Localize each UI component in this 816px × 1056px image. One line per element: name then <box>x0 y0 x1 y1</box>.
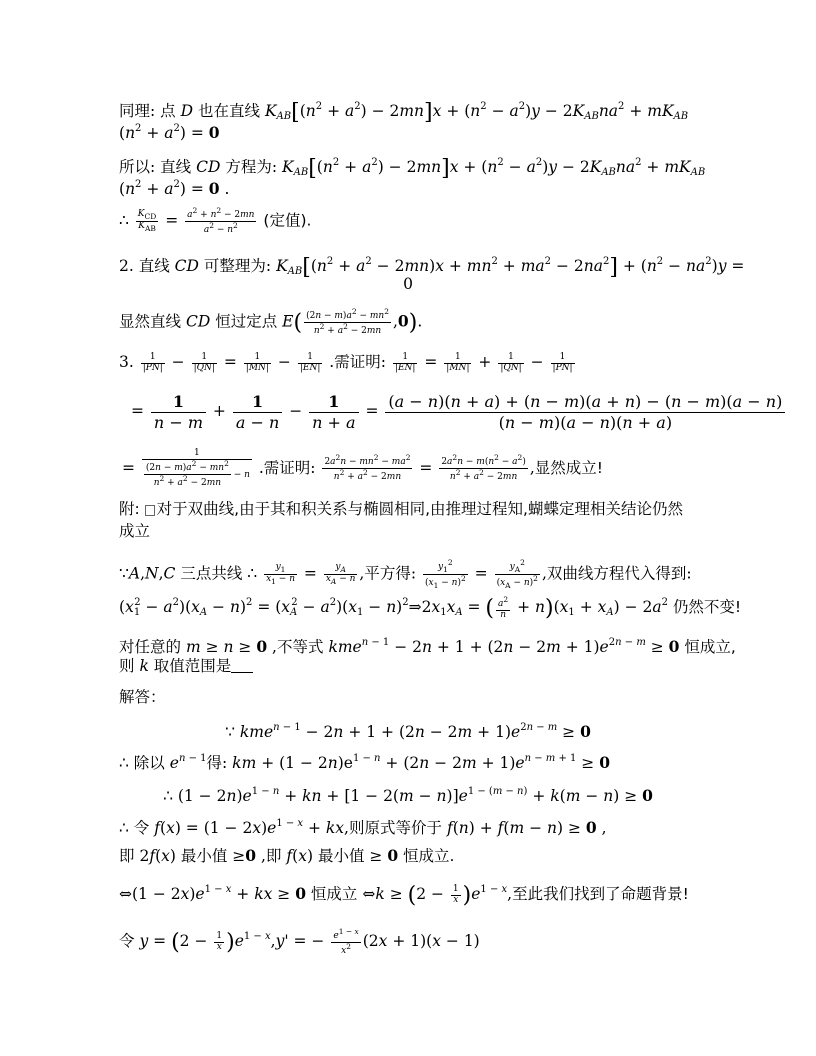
text-line-15: $(x_1^2 - a^2)(x_A - n)^2 = (x_A^2 - a^2)(x_1$ − $n)^2\Rightarrow 2x_1x_A$ = ( $\frac{a^2}{n}$ + $n)(x_1 + x_A) - 2a^2$ 仍然不变! <box>119 594 742 621</box>
text-line-7: 0 <box>403 275 413 293</box>
text-line-4: $(n^2 + a^2) = 0$ . <box>119 179 230 198</box>
text-line-8: 显然直线 CD 恒过定点 E( $\frac{(2n - m)a^2 - mn^2}{n^2 + a^2 - 2mn}$ ,0). <box>119 307 423 336</box>
text-line-17: 则 k 取值范围是 <box>119 655 706 677</box>
text-line-14: ∵A,N,C 三点共线 ∴ $\frac{y_1}{x_1 - n}$ = $\frac{y_A}{x_A - n}$ ,平方得: $\frac{y_1^2}{(x_1 - n)^2}$ = $\frac{y_A^2}{(x_A - n)^2}$ ,双曲线方程代入得到: <box>119 558 692 590</box>
text-line-2: $(n^2 + a^2) = 0$ <box>119 123 220 142</box>
text-line-10: = $\frac{1}{n - m}$ + $\frac{1}{a - n}$ − $\frac{1}{n + a}$ = $\frac{(a - n)(n + a) + (n - m)(a + n) - (n - m)(a - n)}{(n - m)(a - n)(n + a)}$ <box>131 392 706 432</box>
text-line-23: 即 2f(x) 最小值 ≥0 ,即 f(x) 最小值 ≥ 0 恒成立. <box>119 846 455 865</box>
text-line-6: 2. 直线 CD 可整理为: $K_{AB}[(n^2 + a^2 - 2mn)x + mn^2 + ma^2 - 2na^2] + (n^2 - na^2)y$ = <box>119 255 745 280</box>
text-line-16: 对任意的 m ≥ n ≥ 0 ,不等式 $kme^{n - 1} - 2n + 1 + (2n - 2m + 1)e^{2n - m} \ge 0$ 恒成立, <box>119 637 736 656</box>
text-line-24: ⇔(1 − $2x)e^{1 - x}$ + kx ≥ 0 恒成立 ⇔k ≥ (2 − $\frac{1}{x}$ )$e^{1 - x}$,至此我们找到了命题背景! <box>119 883 689 908</box>
text-line-9: 3. $\frac{1}{|PN|}$ − $\frac{1}{|QN|}$ = $\frac{1}{|MN|}$ − $\frac{1}{|EN|}$ .需证明: $\frac{1}{|EN|}$ = $\frac{1}{|MN|}$ + $\frac{1}{|QN|}$ − $\frac{1}{|PN|}$ <box>119 351 573 373</box>
text-line-11: = 1 $\frac{(2n - m)a^2 - mn^2}{n^2 + a^2 - 2mn}$ − n .需证明: $\frac{2a^2n - mn^2 - ma^2}{n^2 + a^2 - 2mn}$ = $\frac{2a^2n - m(n^2 - a^2)}{n^2 + a^2 - 2mn}$ ,显然成立! <box>122 448 603 488</box>
text-line-20: ∴ 除以 $e^{n - 1}$得: km + $(1 - 2n)e^{1 - n} + (2n - 2m + 1)e^{n - m + 1} \ge 0$ <box>119 753 611 772</box>
text-line-13: 成立 <box>119 522 151 540</box>
text-line-18: 解答： <box>119 688 166 706</box>
box-icon <box>145 505 155 516</box>
text-line-1: 同理: 点 D 也在直线 $K_{AB}[(n^2 + a^2) - 2mn]x + (n^2 - a^2)y - 2K_{AB}na^2 + mK_{AB}$ <box>119 100 689 125</box>
text-line-22: ∴ 令 $f(x) = (1 - 2x)e^{1 - x}$ + kx,则原式等价于 f(n) + f(m − n) ≥ 0 , <box>119 818 607 837</box>
text-line-3: 所以: 直线 CD 方程为: $K_{AB}[(n^2 + a^2) - 2mn]x + (n^2 - a^2)y - 2K_{AB}na^2 + mK_{AB}$ <box>119 156 706 181</box>
text-line-5: ∴ $\frac{K_{CD}}{K_{AB}}$ = $\frac{a^2 + n^2 - 2mn}{a^2 - n^2}$ (定值). <box>119 206 312 235</box>
text-line-25: 令 y = (2 − $\frac{1}{x}$ )$e^{1 - x},y'$ = − $\frac{e^{1 - x}}{x^2}$ (2x + 1)(x − 1) <box>119 926 480 956</box>
text-line-12: 附: 对于双曲线,由于其和积关系与椭圆相同,由推理过程知,蝴蝶定理相关结论仍然 <box>119 500 683 518</box>
text-line-21: ∴ $(1 - 2n)e^{1 - n}$ + kn + $[1 - 2(m - n)]e^{1 - (m - n)} + k(m - n) \ge 0$ <box>163 786 653 805</box>
text-line-19: ∵ $kme^{n - 1} - 2n + 1 + (2n - 2m + 1)e^{2n - m} \ge 0$ <box>225 722 591 741</box>
